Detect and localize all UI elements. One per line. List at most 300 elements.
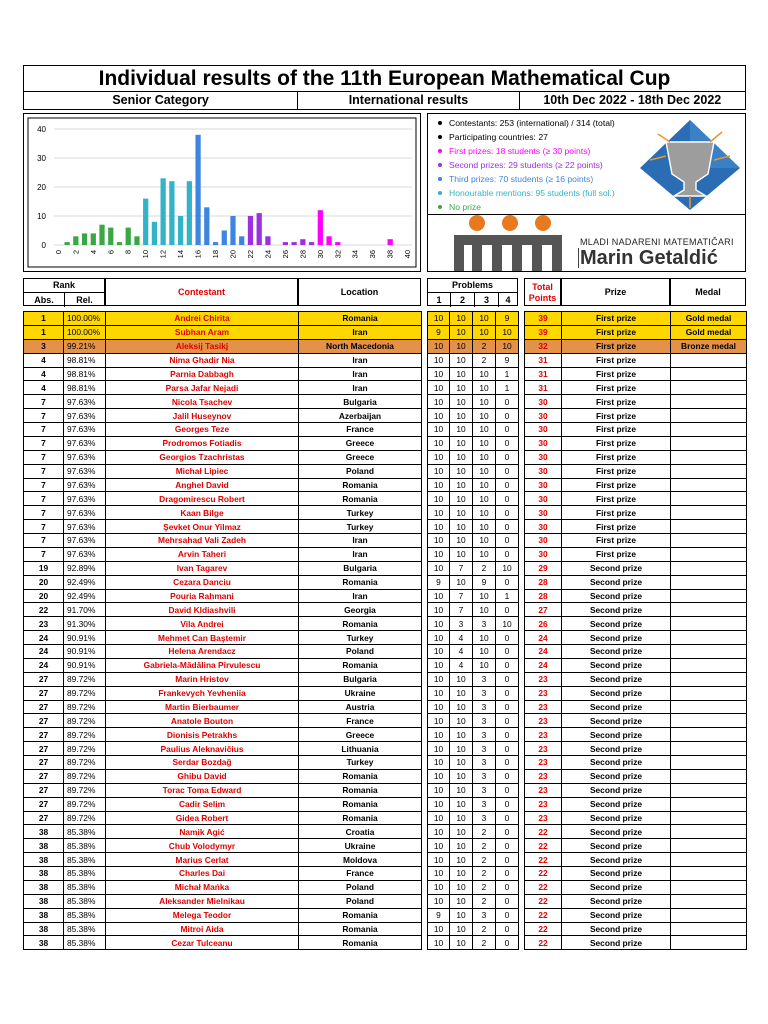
abs-rank-cell: 27 [24, 686, 64, 700]
rank-header [23, 278, 105, 306]
problem-score-cell: 10 [428, 464, 450, 478]
abs-rank-cell: 27 [24, 672, 64, 686]
table-row [428, 325, 519, 339]
location-cell: Poland [299, 464, 422, 478]
chart-bar [222, 231, 227, 246]
problem-score-cell: 10 [428, 742, 450, 756]
location-cell: Lithuania [299, 742, 422, 756]
table-row [428, 645, 519, 659]
prize-cell: First prize [562, 464, 671, 478]
problem-score-cell: 10 [496, 561, 519, 575]
problems-header [427, 278, 518, 306]
table-row [24, 520, 106, 534]
table-row [428, 880, 519, 894]
location-cell: Poland [299, 645, 422, 659]
table-row [24, 756, 106, 770]
rel-rank-cell: 89.72% [64, 672, 106, 686]
problem-score-cell: 0 [496, 686, 519, 700]
total-points-cell: 23 [525, 769, 562, 783]
table-row [525, 589, 747, 603]
table-row [428, 797, 519, 811]
abs-rank-cell: 7 [24, 478, 64, 492]
table-row [106, 423, 422, 437]
subheader-bar [23, 92, 746, 110]
contestant-name-cell: Prodromos Fotiadis [106, 436, 299, 450]
x-tick-label: 0 [53, 250, 63, 255]
x-tick-label: 2 [71, 250, 81, 255]
problem-score-cell: 10 [450, 381, 473, 395]
x-tick-label: 40 [403, 250, 413, 259]
total-points-cell: 23 [525, 700, 562, 714]
problem-score-cell: 3 [473, 728, 496, 742]
medal-cell [671, 381, 747, 395]
statistic-text: First prizes: 18 students (≥ 30 points) [449, 146, 591, 156]
table-row [24, 589, 106, 603]
total-points-cell: 30 [525, 534, 562, 548]
prize-cell: Second prize [562, 839, 671, 853]
chart-bar [152, 222, 157, 245]
table-row [106, 867, 422, 881]
table-row [525, 381, 747, 395]
location-cell: Romania [299, 797, 422, 811]
medal-cell [671, 880, 747, 894]
rel-rank-cell: 89.72% [64, 769, 106, 783]
table-row [525, 409, 747, 423]
table-row [525, 645, 747, 659]
medal-cell [671, 714, 747, 728]
problem-score-cell: 10 [450, 839, 473, 853]
table-row [525, 714, 747, 728]
problem-score-cell: 10 [428, 603, 450, 617]
problem-score-cell: 7 [450, 589, 473, 603]
table-row [428, 631, 519, 645]
problem-score-cell: 10 [450, 575, 473, 589]
table-row [525, 339, 747, 353]
chart-bar [126, 228, 131, 245]
chart-bar [248, 216, 253, 245]
problem-score-cell: 7 [450, 561, 473, 575]
table-row [428, 381, 519, 395]
rel-rank-cell: 85.38% [64, 880, 106, 894]
table-row [428, 561, 519, 575]
table-row [428, 367, 519, 381]
medal-cell [671, 797, 747, 811]
table-row [525, 728, 747, 742]
rel-rank-cell: 90.91% [64, 631, 106, 645]
abs-rank-cell: 27 [24, 769, 64, 783]
chart-bar [300, 239, 305, 245]
problem-score-cell: 10 [428, 506, 450, 520]
abs-rank-cell: 24 [24, 645, 64, 659]
table-row [525, 617, 747, 631]
rel-rank-cell: 85.38% [64, 853, 106, 867]
chart-bar [292, 242, 297, 245]
abs-rank-cell: 38 [24, 853, 64, 867]
statistics-box [427, 113, 746, 215]
table-row [428, 520, 519, 534]
rel-rank-cell: 89.72% [64, 811, 106, 825]
table-row [24, 395, 106, 409]
problem-score-cell: 0 [496, 922, 519, 936]
location-cell: Austria [299, 700, 422, 714]
medal-cell [671, 811, 747, 825]
table-row [525, 894, 747, 908]
problem-score-cell: 0 [496, 811, 519, 825]
prize-cell: First prize [562, 325, 671, 339]
table-row [428, 756, 519, 770]
table-row [525, 575, 747, 589]
medal-cell [671, 728, 747, 742]
y-tick-label: 20 [37, 183, 46, 192]
prize-cell: Second prize [562, 756, 671, 770]
rel-rank-cell: 89.72% [64, 686, 106, 700]
abs-rank-cell: 38 [24, 922, 64, 936]
prize-cell: First prize [562, 547, 671, 561]
abs-rank-cell: 38 [24, 908, 64, 922]
total-points-cell: 23 [525, 728, 562, 742]
medal-cell [671, 478, 747, 492]
total-points-cell: 24 [525, 658, 562, 672]
x-tick-label: 30 [315, 250, 325, 259]
y-tick-label: 40 [37, 125, 46, 134]
prize-cell: Second prize [562, 867, 671, 881]
medal-cell [671, 700, 747, 714]
problem-score-cell: 10 [473, 478, 496, 492]
medal-cell [671, 575, 747, 589]
abs-rank-cell: 7 [24, 464, 64, 478]
contestant-name-cell: Nima Ghadir Nia [106, 353, 299, 367]
contestant-name-cell: Chub Volodymyr [106, 839, 299, 853]
x-tick-label: 22 [245, 250, 255, 259]
problem-score-cell: 3 [473, 686, 496, 700]
chart-bar [195, 135, 200, 245]
medal-cell [671, 825, 747, 839]
total-points-cell: 31 [525, 367, 562, 381]
contestant-name-cell: Dragomirescu Robert [106, 492, 299, 506]
problem-score-cell: 10 [450, 797, 473, 811]
problem-score-cell: 10 [450, 756, 473, 770]
problem-score-cell: 1 [496, 589, 519, 603]
table-row [24, 880, 106, 894]
problem-score-cell: 10 [473, 325, 496, 339]
table-row [428, 867, 519, 881]
prize-cell: First prize [562, 339, 671, 353]
total-points-cell: 30 [525, 520, 562, 534]
location-cell: Iran [299, 325, 422, 339]
problem-score-cell: 3 [473, 756, 496, 770]
problem-score-cell: 10 [450, 908, 473, 922]
prize-cell: Second prize [562, 742, 671, 756]
table-row [24, 339, 106, 353]
location-cell: France [299, 867, 422, 881]
rel-rank-cell: 90.91% [64, 645, 106, 659]
logo-subtitle: MLADI NADARENI MATEMATIČARI [580, 237, 734, 247]
total-points-cell: 24 [525, 631, 562, 645]
table-row [525, 506, 747, 520]
prize-cell: Second prize [562, 561, 671, 575]
medal-cell [671, 672, 747, 686]
rel-rank-cell: 89.72% [64, 783, 106, 797]
total-points-cell: 24 [525, 645, 562, 659]
table-row [24, 534, 106, 548]
problem-score-cell: 10 [450, 894, 473, 908]
abs-rank-cell: 7 [24, 436, 64, 450]
problem-score-cell: 10 [473, 395, 496, 409]
location-cell: Romania [299, 769, 422, 783]
total-header-line1: Total [532, 282, 553, 292]
total-points-cell: 22 [525, 839, 562, 853]
contestant-name-cell: Aleksij Tasikj [106, 339, 299, 353]
table-row [106, 922, 422, 936]
table-row [24, 423, 106, 437]
rel-rank-cell: 89.72% [64, 797, 106, 811]
total-points-cell: 28 [525, 589, 562, 603]
chart-bar [64, 242, 69, 245]
rel-rank-cell: 91.30% [64, 617, 106, 631]
location-cell: Romania [299, 922, 422, 936]
table-row [24, 325, 106, 339]
table-row [24, 631, 106, 645]
rel-rank-cell: 97.63% [64, 520, 106, 534]
table-row [428, 603, 519, 617]
rel-rank-cell: 85.38% [64, 922, 106, 936]
table-row [525, 395, 747, 409]
table-row [428, 936, 519, 950]
table-row [106, 894, 422, 908]
table-row [106, 686, 422, 700]
contestant-name-cell: Michał Mańka [106, 880, 299, 894]
problem-score-cell: 0 [496, 478, 519, 492]
medal-cell [671, 395, 747, 409]
table-row [106, 880, 422, 894]
problem-score-cell: 10 [428, 520, 450, 534]
rel-rank-cell: 85.38% [64, 908, 106, 922]
abs-rank-cell: 38 [24, 894, 64, 908]
medal-cell [671, 353, 747, 367]
problem-score-cell: 10 [428, 756, 450, 770]
contestant-name-cell: Torac Toma Edward [106, 783, 299, 797]
rank-header-label: Rank [24, 279, 104, 293]
rel-rank-cell: 91.70% [64, 603, 106, 617]
bullet-icon [438, 149, 442, 153]
table-row [106, 728, 422, 742]
problem-score-cell: 0 [496, 880, 519, 894]
date-range: 10th Dec 2022 - 18th Dec 2022 [543, 93, 722, 107]
rel-rank-cell: 99.21% [64, 339, 106, 353]
problem-score-cell: 0 [496, 506, 519, 520]
table-row [525, 547, 747, 561]
table-row [428, 617, 519, 631]
abs-rank-cell: 1 [24, 325, 64, 339]
table-row [24, 547, 106, 561]
contestant-name-cell: Anghel David [106, 478, 299, 492]
problem-score-cell: 10 [450, 325, 473, 339]
problem-2-header: 2 [451, 293, 475, 307]
table-row [428, 492, 519, 506]
cup-logo-icon [636, 116, 744, 212]
problem-score-cell: 10 [428, 409, 450, 423]
prize-cell: First prize [562, 436, 671, 450]
location-cell: Ukraine [299, 839, 422, 853]
prize-cell: Second prize [562, 880, 671, 894]
chart-bar [187, 181, 192, 245]
problem-score-cell: 10 [450, 867, 473, 881]
problem-score-cell: 10 [428, 936, 450, 950]
table-row [24, 867, 106, 881]
chart-bar [239, 236, 244, 245]
bullet-icon [438, 191, 442, 195]
problem-score-cell: 10 [450, 769, 473, 783]
table-row [106, 769, 422, 783]
problem-score-cell: 10 [428, 534, 450, 548]
prize-cell: Second prize [562, 811, 671, 825]
problem-score-cell: 10 [450, 783, 473, 797]
problem-score-cell: 10 [450, 492, 473, 506]
prize-cell: Second prize [562, 603, 671, 617]
medal-cell [671, 547, 747, 561]
problem-score-cell: 10 [428, 853, 450, 867]
problem-score-cell: 10 [473, 367, 496, 381]
table-row [106, 617, 422, 631]
problem-3-header: 3 [475, 293, 499, 307]
problem-score-cell: 3 [473, 769, 496, 783]
problem-score-cell: 2 [473, 936, 496, 950]
table-row [24, 839, 106, 853]
problem-score-cell: 3 [473, 617, 496, 631]
statistic-text: Honourable mentions: 95 students (full sol.) [449, 188, 615, 198]
total-points-cell: 22 [525, 894, 562, 908]
table-row [525, 880, 747, 894]
rel-rank-cell: 97.63% [64, 409, 106, 423]
table-row [24, 464, 106, 478]
totals-table [524, 311, 747, 950]
problem-score-cell: 10 [450, 880, 473, 894]
rel-rank-cell: 97.63% [64, 478, 106, 492]
table-row [106, 367, 422, 381]
contestant-name-cell: Parnia Dabbagh [106, 367, 299, 381]
table-row [525, 423, 747, 437]
table-row [428, 423, 519, 437]
problem-score-cell: 0 [496, 728, 519, 742]
contestant-name-cell: Namik Agić [106, 825, 299, 839]
problem-score-cell: 9 [428, 575, 450, 589]
table-row [428, 839, 519, 853]
total-points-cell: 23 [525, 811, 562, 825]
rel-rank-cell: 98.81% [64, 367, 106, 381]
table-row [525, 783, 747, 797]
contestant-name-cell: Marin Hristov [106, 672, 299, 686]
total-points-cell: 39 [525, 325, 562, 339]
problem-score-cell: 10 [428, 700, 450, 714]
table-row [525, 797, 747, 811]
total-points-cell: 22 [525, 922, 562, 936]
table-row [428, 769, 519, 783]
location-cell: Greece [299, 450, 422, 464]
table-row [525, 492, 747, 506]
problem-score-cell: 0 [496, 575, 519, 589]
x-tick-label: 28 [298, 250, 308, 259]
prize-cell: First prize [562, 506, 671, 520]
rel-rank-cell: 92.89% [64, 561, 106, 575]
table-row [106, 825, 422, 839]
problem-score-cell: 4 [450, 645, 473, 659]
problem-score-cell: 10 [473, 409, 496, 423]
medal-header: Medal [670, 278, 746, 306]
abs-rank-cell: 38 [24, 936, 64, 950]
logo-title: Marin Getaldić [580, 247, 718, 269]
medal-cell [671, 603, 747, 617]
problem-score-cell: 3 [473, 797, 496, 811]
medal-cell [671, 506, 747, 520]
problem-score-cell: 10 [450, 450, 473, 464]
total-points-cell: 30 [525, 478, 562, 492]
problem-score-cell: 10 [428, 395, 450, 409]
location-cell: Iran [299, 547, 422, 561]
problem-score-cell: 10 [428, 922, 450, 936]
problem-score-cell: 10 [428, 339, 450, 353]
problem-score-cell: 10 [450, 478, 473, 492]
problem-score-cell: 0 [496, 450, 519, 464]
problem-score-cell: 10 [496, 617, 519, 631]
problem-score-cell: 10 [428, 769, 450, 783]
medal-cell [671, 936, 747, 950]
table-row [428, 658, 519, 672]
chart-bar [265, 236, 270, 245]
table-row [428, 534, 519, 548]
problem-score-cell: 10 [428, 450, 450, 464]
abs-rank-cell: 7 [24, 395, 64, 409]
contestant-name-cell: Şevket Onur Yilmaz [106, 520, 299, 534]
table-row [525, 839, 747, 853]
table-row [428, 478, 519, 492]
statistic-text: Participating countries: 27 [449, 132, 548, 142]
table-row [525, 312, 747, 326]
chart-svg [24, 114, 420, 271]
table-row [106, 561, 422, 575]
abs-rank-cell: 7 [24, 547, 64, 561]
contestant-name-cell: Jalil Huseynov [106, 409, 299, 423]
table-row [106, 325, 422, 339]
problem-score-cell: 10 [473, 603, 496, 617]
table-row [428, 908, 519, 922]
prize-cell: Second prize [562, 617, 671, 631]
table-row [428, 686, 519, 700]
problem-score-cell: 2 [473, 853, 496, 867]
table-row [106, 908, 422, 922]
statistic-text: No prize [449, 202, 481, 212]
problem-score-cell: 10 [473, 492, 496, 506]
problem-score-cell: 0 [496, 409, 519, 423]
medal-cell [671, 839, 747, 853]
table-row [525, 908, 747, 922]
location-cell: Turkey [299, 756, 422, 770]
rel-rank-cell: 85.38% [64, 839, 106, 853]
table-row [428, 395, 519, 409]
medal-cell [671, 658, 747, 672]
total-points-cell: 22 [525, 853, 562, 867]
problem-score-cell: 10 [496, 339, 519, 353]
table-row [525, 631, 747, 645]
abs-rank-cell: 20 [24, 575, 64, 589]
table-row [525, 353, 747, 367]
location-cell: Romania [299, 478, 422, 492]
total-points-cell: 23 [525, 756, 562, 770]
chart-bar [335, 242, 340, 245]
total-points-cell: 31 [525, 353, 562, 367]
statistic-item [434, 130, 615, 144]
problem-score-cell: 0 [496, 783, 519, 797]
table-row [428, 450, 519, 464]
